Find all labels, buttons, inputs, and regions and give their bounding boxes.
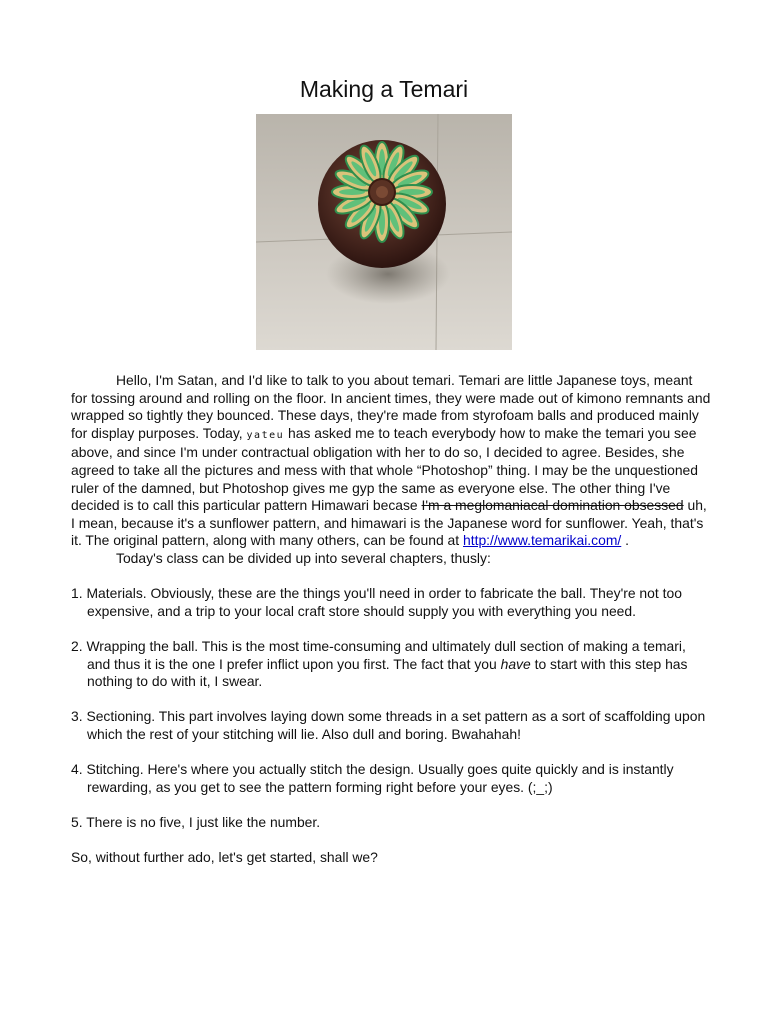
article-body (71, 372, 711, 867)
strikethrough-text: I'm a meglomaniacal domination obsessed (421, 497, 684, 514)
chapters-intro: Today's class can be divided up into several chapters, thusly: (116, 549, 491, 566)
chapter-item-materials: 1. Materials. Obviously, these are the things you'll need in order to fabricate the ball. They're not too expensive, and a trip to your local craft store should supply you with everything you need. (71, 585, 682, 619)
intro-paragraph: Hello, I'm Satan, and I'd like to talk to you about temari. Temari are little Japanese toys, meant for tossing around and rolling on the floor. In ancient times, they were made out of kimono remnants and wrapped so tightly they bounced. These days, they're made from styrofoam balls and produced mainly for display purposes. Today, yateu has asked me to teach everybody how to make the temari you see above, and since I'm under contractual obligation with her to do so, I decided to agree. Besides, she agreed to take all the pictures and mess with that whole “Photoshop” thing. I may be the unquestioned ruler of the damned, but Photoshop gives me gyp the same as everyone else. The other thing I've decided is to call this particular pattern Himawari becase I'm a meglomaniacal domination obsessed uh, I mean, because it's a sunflower pattern, and himawari is the Japanese word for sunflower. Yeah, that's it. The original pattern, along with many others, can be found at http://www.temarikai.com/ . (71, 372, 711, 549)
chapter-item-sectioning: 3. Sectioning. This part involves laying down some threads in a set pattern as a sort of scaffolding upon which the rest of your stitching will lie. Also dull and boring. Bwahahah! (71, 708, 706, 742)
closing-paragraph: So, without further ado, let's get started, shall we? (71, 849, 378, 866)
temari-photo (256, 114, 512, 350)
emphasis-have: have (500, 655, 531, 672)
chapter-item-stitching: 4. Stitching. Here's where you actually stitch the design. Usually goes quite quickly and is instantly rewarding, as you get to see the pattern forming right before your eyes. (;_;) (71, 761, 674, 795)
chapter-list (71, 585, 711, 831)
sunflower-pattern (332, 142, 432, 242)
temarikai-link[interactable]: http://www.temarikai.com/ (463, 532, 622, 549)
chapter-item-five: 5. There is no five, I just like the number. (71, 813, 321, 830)
author-signature: yateu (246, 429, 285, 441)
page-title: Making a Temari (299, 76, 469, 102)
chapter-item-wrapping: 2. Wrapping the ball. This is the most time-consuming and ultimately dull section of making a temari, and thus it is the one I prefer inflict upon you first. The fact that you have to start with this step has nothing to do with it, I swear. (71, 637, 688, 690)
